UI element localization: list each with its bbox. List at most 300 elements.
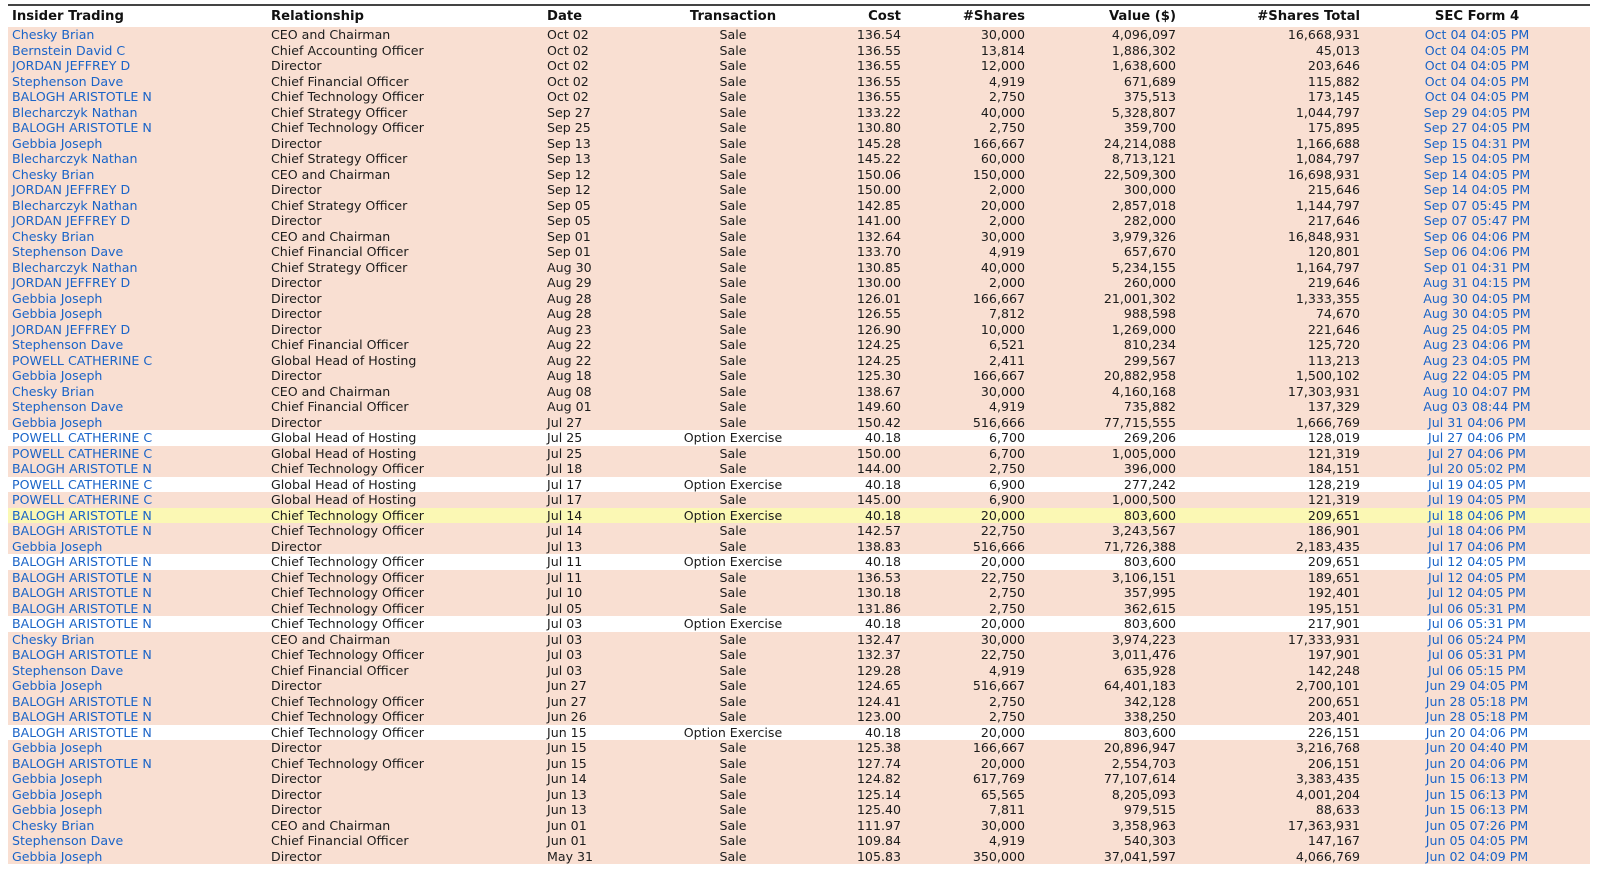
sec-form-cell: [1364, 446, 1590, 462]
date-cell: Aug 08: [543, 384, 648, 400]
insider-name-link[interactable]: Gebbia Joseph: [12, 135, 103, 151]
insider-name-link[interactable]: POWELL CATHERINE C: [12, 352, 153, 368]
insider-name-cell: [8, 353, 267, 369]
value-cell: 735,882: [1029, 399, 1180, 415]
sec-form-link[interactable]: Aug 03 08:44 PM: [1423, 399, 1531, 414]
relationship-cell: Global Head of Hosting: [267, 446, 543, 462]
sec-form-link[interactable]: Jun 20 04:06 PM: [1425, 724, 1529, 740]
sec-form-cell: [1364, 244, 1590, 260]
relationship-cell: Chief Technology Officer: [267, 616, 543, 632]
table-row[interactable]: [8, 461, 1590, 477]
sec-form-link[interactable]: Jul 06 05:31 PM: [1428, 647, 1526, 662]
transaction-cell: Sale: [648, 756, 818, 772]
shares-total-cell: 16,848,931: [1180, 229, 1364, 245]
cost-cell: 141.00: [818, 213, 905, 229]
sec-form-link[interactable]: Sep 06 04:06 PM: [1423, 228, 1531, 244]
insider-name-link[interactable]: Gebbia Joseph: [12, 848, 103, 864]
sec-form-link[interactable]: Oct 04 04:05 PM: [1424, 89, 1530, 104]
sec-form-link[interactable]: Jun 15 06:13 PM: [1425, 771, 1529, 786]
insider-name-link[interactable]: Stephenson Dave: [12, 833, 124, 848]
insider-name-link[interactable]: BALOGH ARISTOTLE N: [12, 507, 152, 523]
table-row[interactable]: [8, 430, 1590, 446]
shares-total-cell: 1,164,797: [1180, 260, 1364, 276]
sec-form-link[interactable]: Jun 05 07:26 PM: [1425, 817, 1529, 833]
sec-form-cell: [1364, 678, 1590, 694]
cost-cell: 136.54: [818, 27, 905, 43]
insider-name-link[interactable]: Chesky Brian: [12, 27, 95, 42]
insider-name-link[interactable]: POWELL CATHERINE C: [12, 430, 153, 445]
insider-name-cell: [8, 384, 267, 400]
insider-name-link[interactable]: Blecharczyk Nathan: [12, 259, 138, 275]
table-row[interactable]: [8, 818, 1590, 834]
sec-form-link[interactable]: Sep 07 05:47 PM: [1423, 213, 1531, 228]
table-row[interactable]: [8, 229, 1590, 245]
sec-form-cell: [1364, 136, 1590, 152]
date-cell: Jul 17: [543, 477, 648, 493]
sec-form-link[interactable]: Jun 02 04:09 PM: [1425, 848, 1529, 864]
col-header-shares[interactable]: #Shares: [905, 5, 1029, 27]
table-row[interactable]: [8, 198, 1590, 214]
insider-name-cell: [8, 663, 267, 679]
sec-form-cell: [1364, 260, 1590, 276]
insider-name-link[interactable]: JORDAN JEFFREY D: [12, 275, 131, 290]
shares-cell: 30,000: [905, 384, 1029, 400]
sec-form-link[interactable]: Sep 07 05:45 PM: [1423, 197, 1531, 213]
sec-form-link[interactable]: Jun 20 04:40 PM: [1425, 740, 1529, 755]
insider-name-link[interactable]: Bernstein David C: [12, 42, 126, 58]
insider-name-link[interactable]: Stephenson Dave: [12, 399, 124, 414]
table-row[interactable]: [8, 120, 1590, 136]
value-cell: 338,250: [1029, 709, 1180, 725]
sec-form-link[interactable]: Jun 15 06:13 PM: [1425, 786, 1529, 802]
cost-cell: 125.30: [818, 368, 905, 384]
table-row[interactable]: [8, 508, 1590, 524]
sec-form-link[interactable]: Aug 23 04:05 PM: [1423, 352, 1531, 368]
table-row[interactable]: [8, 58, 1590, 74]
sec-form-link[interactable]: Jul 19 04:05 PM: [1428, 476, 1526, 492]
table-row[interactable]: [8, 632, 1590, 648]
value-cell: 22,509,300: [1029, 167, 1180, 183]
sec-form-link[interactable]: Jul 19 04:05 PM: [1428, 492, 1526, 507]
date-cell: Jul 03: [543, 647, 648, 663]
insider-name-link[interactable]: JORDAN JEFFREY D: [12, 58, 131, 73]
col-header-value[interactable]: Value ($): [1029, 5, 1180, 27]
insider-name-link[interactable]: Gebbia Joseph: [12, 802, 103, 817]
cost-cell: 149.60: [818, 399, 905, 415]
table-row[interactable]: [8, 182, 1590, 198]
col-header-cost[interactable]: Cost: [818, 5, 905, 27]
sec-form-link[interactable]: Jul 31 04:06 PM: [1428, 414, 1526, 430]
insider-name-link[interactable]: Chesky Brian: [12, 817, 95, 833]
table-row[interactable]: [8, 554, 1590, 570]
col-header-relationship[interactable]: Relationship: [267, 5, 543, 27]
table-row[interactable]: [8, 306, 1590, 322]
shares-cell: 516,667: [905, 678, 1029, 694]
sec-form-link[interactable]: Jul 12 04:05 PM: [1428, 569, 1526, 585]
table-row[interactable]: [8, 446, 1590, 462]
shares-total-cell: 4,066,769: [1180, 849, 1364, 865]
sec-form-link[interactable]: Sep 29 04:05 PM: [1423, 104, 1531, 120]
date-cell: Jul 11: [543, 554, 648, 570]
shares-cell: 2,750: [905, 89, 1029, 105]
sec-form-link[interactable]: Aug 22 04:05 PM: [1423, 368, 1531, 383]
insider-name-link[interactable]: POWELL CATHERINE C: [12, 492, 153, 507]
insider-name-cell: [8, 337, 267, 353]
sec-form-link[interactable]: Sep 06 04:06 PM: [1423, 244, 1531, 259]
relationship-cell: Director: [267, 415, 543, 431]
value-cell: 2,857,018: [1029, 198, 1180, 214]
value-cell: 2,554,703: [1029, 756, 1180, 772]
insider-name-link[interactable]: BALOGH ARISTOTLE N: [12, 600, 152, 616]
sec-form-link[interactable]: Sep 27 04:05 PM: [1423, 120, 1531, 135]
cost-cell: 133.22: [818, 105, 905, 121]
insider-name-link[interactable]: Chesky Brian: [12, 166, 95, 182]
transaction-cell: Sale: [648, 105, 818, 121]
insider-name-link[interactable]: Blecharczyk Nathan: [12, 197, 138, 213]
sec-form-cell: [1364, 27, 1590, 43]
table-row[interactable]: [8, 771, 1590, 787]
col-header-insider[interactable]: Insider Trading: [8, 5, 267, 27]
sec-form-link[interactable]: Jun 29 04:05 PM: [1425, 678, 1529, 693]
insider-name-cell: [8, 709, 267, 725]
table-row[interactable]: [8, 415, 1590, 431]
insider-name-link[interactable]: Chesky Brian: [12, 383, 95, 399]
shares-total-cell: 147,167: [1180, 833, 1364, 849]
sec-form-link[interactable]: Oct 04 04:05 PM: [1424, 58, 1530, 73]
insider-name-link[interactable]: BALOGH ARISTOTLE N: [12, 647, 152, 662]
shares-cell: 516,666: [905, 415, 1029, 431]
shares-total-cell: 2,183,435: [1180, 539, 1364, 555]
cost-cell: 124.25: [818, 353, 905, 369]
insider-name-link[interactable]: BALOGH ARISTOTLE N: [12, 709, 152, 724]
shares-cell: 2,750: [905, 694, 1029, 710]
shares-cell: 4,919: [905, 244, 1029, 260]
sec-form-link[interactable]: Jul 27 04:06 PM: [1428, 430, 1526, 445]
insider-name-link[interactable]: Chesky Brian: [12, 228, 95, 244]
transaction-cell: Sale: [648, 647, 818, 663]
sec-form-link[interactable]: Oct 04 04:05 PM: [1424, 27, 1530, 42]
col-header-transaction[interactable]: Transaction: [648, 5, 818, 27]
table-row[interactable]: [8, 601, 1590, 617]
table-row[interactable]: [8, 833, 1590, 849]
insider-name-cell: [8, 446, 267, 462]
insider-name-link[interactable]: Gebbia Joseph: [12, 678, 103, 693]
insider-name-link[interactable]: Gebbia Joseph: [12, 414, 103, 430]
transaction-cell: Sale: [648, 74, 818, 90]
insider-name-link[interactable]: Gebbia Joseph: [12, 771, 103, 786]
insider-name-link[interactable]: Blecharczyk Nathan: [12, 104, 138, 120]
insider-name-link[interactable]: BALOGH ARISTOTLE N: [12, 89, 152, 104]
sec-form-link[interactable]: Sep 15 04:31 PM: [1423, 135, 1531, 151]
sec-form-cell: [1364, 694, 1590, 710]
transaction-cell: Sale: [648, 120, 818, 136]
cost-cell: 136.55: [818, 43, 905, 59]
transaction-cell: Sale: [648, 43, 818, 59]
insider-name-link[interactable]: BALOGH ARISTOTLE N: [12, 693, 152, 709]
value-cell: 20,882,958: [1029, 368, 1180, 384]
sec-form-cell: [1364, 647, 1590, 663]
shares-cell: 20,000: [905, 554, 1029, 570]
sec-form-link[interactable]: Jun 28 05:18 PM: [1425, 693, 1529, 709]
date-cell: Jun 27: [543, 694, 648, 710]
relationship-cell: Director: [267, 368, 543, 384]
relationship-cell: Chief Financial Officer: [267, 74, 543, 90]
insider-name-link[interactable]: BALOGH ARISTOTLE N: [12, 724, 152, 740]
shares-cell: 2,000: [905, 213, 1029, 229]
insider-name-link[interactable]: Stephenson Dave: [12, 73, 124, 89]
insider-name-link[interactable]: BALOGH ARISTOTLE N: [12, 461, 152, 476]
date-cell: Sep 01: [543, 229, 648, 245]
transaction-cell: Sale: [648, 446, 818, 462]
relationship-cell: Chief Technology Officer: [267, 709, 543, 725]
shares-cell: 30,000: [905, 27, 1029, 43]
table-row[interactable]: [8, 802, 1590, 818]
table-row[interactable]: [8, 43, 1590, 59]
table-row[interactable]: [8, 477, 1590, 493]
table-row[interactable]: [8, 678, 1590, 694]
sec-form-cell: [1364, 43, 1590, 59]
sec-form-link[interactable]: Aug 31 04:15 PM: [1423, 275, 1531, 290]
table-row[interactable]: [8, 105, 1590, 121]
relationship-cell: Chief Technology Officer: [267, 461, 543, 477]
insider-name-link[interactable]: BALOGH ARISTOTLE N: [12, 523, 152, 538]
insider-name-cell: [8, 787, 267, 803]
table-row[interactable]: [8, 291, 1590, 307]
insider-name-link[interactable]: BALOGH ARISTOTLE N: [12, 554, 152, 569]
insider-name-cell: [8, 198, 267, 214]
transaction-cell: Sale: [648, 740, 818, 756]
relationship-cell: Global Head of Hosting: [267, 492, 543, 508]
table-row[interactable]: [8, 709, 1590, 725]
sec-form-link[interactable]: Aug 30 04:05 PM: [1423, 290, 1531, 306]
shares-total-cell: 128,219: [1180, 477, 1364, 493]
sec-form-link[interactable]: Oct 04 04:05 PM: [1424, 42, 1530, 58]
table-row[interactable]: [8, 399, 1590, 415]
sec-form-link[interactable]: Jul 12 04:05 PM: [1428, 585, 1526, 600]
col-header-shares-total[interactable]: #Shares Total: [1180, 5, 1364, 27]
sec-form-link[interactable]: Aug 23 04:06 PM: [1423, 337, 1531, 352]
date-cell: Aug 28: [543, 291, 648, 307]
insider-name-link[interactable]: Gebbia Joseph: [12, 538, 103, 554]
sec-form-link[interactable]: Jul 06 05:31 PM: [1428, 600, 1526, 616]
insider-name-link[interactable]: Gebbia Joseph: [12, 306, 103, 321]
sec-form-link[interactable]: Jul 18 04:06 PM: [1428, 523, 1526, 538]
sec-form-link[interactable]: Jul 12 04:05 PM: [1428, 554, 1526, 569]
transaction-cell: Sale: [648, 771, 818, 787]
insider-name-link[interactable]: Gebbia Joseph: [12, 290, 103, 306]
shares-total-cell: 1,333,355: [1180, 291, 1364, 307]
table-row[interactable]: [8, 539, 1590, 555]
sec-form-cell: [1364, 771, 1590, 787]
table-row[interactable]: [8, 322, 1590, 338]
transaction-cell: Sale: [648, 244, 818, 260]
insider-name-link[interactable]: Gebbia Joseph: [12, 786, 103, 802]
sec-form-link[interactable]: Jul 17 04:06 PM: [1428, 538, 1526, 554]
transaction-cell: Sale: [648, 229, 818, 245]
transaction-cell: Sale: [648, 213, 818, 229]
value-cell: 359,700: [1029, 120, 1180, 136]
table-row[interactable]: [8, 151, 1590, 167]
sec-form-link[interactable]: Jul 20 05:02 PM: [1428, 461, 1526, 476]
insider-name-link[interactable]: Gebbia Joseph: [12, 368, 103, 383]
shares-cell: 150,000: [905, 167, 1029, 183]
transaction-cell: Sale: [648, 291, 818, 307]
insider-name-cell: [8, 120, 267, 136]
cost-cell: 130.85: [818, 260, 905, 276]
table-row[interactable]: [8, 337, 1590, 353]
sec-form-cell: [1364, 306, 1590, 322]
table-row[interactable]: [8, 725, 1590, 741]
table-row[interactable]: [8, 787, 1590, 803]
table-row[interactable]: [8, 585, 1590, 601]
table-row[interactable]: [8, 368, 1590, 384]
table-row[interactable]: [8, 756, 1590, 772]
insider-name-link[interactable]: JORDAN JEFFREY D: [12, 213, 131, 228]
sec-form-link[interactable]: Sep 14 04:05 PM: [1423, 166, 1531, 182]
shares-total-cell: 121,319: [1180, 446, 1364, 462]
shares-cell: 6,700: [905, 446, 1029, 462]
table-row[interactable]: [8, 213, 1590, 229]
insider-name-link[interactable]: Stephenson Dave: [12, 244, 124, 259]
table-row[interactable]: [8, 244, 1590, 260]
insider-name-link[interactable]: JORDAN JEFFREY D: [12, 321, 131, 337]
table-row[interactable]: [8, 694, 1590, 710]
shares-total-cell: 209,651: [1180, 508, 1364, 524]
shares-total-cell: 215,646: [1180, 182, 1364, 198]
shares-cell: 2,750: [905, 120, 1029, 136]
insider-name-link[interactable]: Stephenson Dave: [12, 337, 124, 352]
table-row[interactable]: [8, 275, 1590, 291]
sec-form-link[interactable]: Aug 25 04:05 PM: [1423, 321, 1531, 337]
value-cell: 1,638,600: [1029, 58, 1180, 74]
transaction-cell: Sale: [648, 136, 818, 152]
shares-cell: 2,000: [905, 275, 1029, 291]
insider-name-link[interactable]: JORDAN JEFFREY D: [12, 182, 131, 197]
date-cell: Jul 03: [543, 632, 648, 648]
col-header-date[interactable]: Date: [543, 5, 648, 27]
relationship-cell: Chief Technology Officer: [267, 89, 543, 105]
table-row[interactable]: [8, 260, 1590, 276]
value-cell: 671,689: [1029, 74, 1180, 90]
insider-name-link[interactable]: POWELL CATHERINE C: [12, 445, 153, 461]
relationship-cell: Director: [267, 678, 543, 694]
sec-form-link[interactable]: Aug 30 04:05 PM: [1423, 306, 1531, 321]
table-row[interactable]: [8, 353, 1590, 369]
value-cell: 64,401,183: [1029, 678, 1180, 694]
shares-total-cell: 17,303,931: [1180, 384, 1364, 400]
sec-form-cell: [1364, 384, 1590, 400]
sec-form-link[interactable]: Sep 15 04:05 PM: [1423, 151, 1531, 166]
insider-name-link[interactable]: Gebbia Joseph: [12, 740, 103, 755]
value-cell: 1,005,000: [1029, 446, 1180, 462]
insider-name-cell: [8, 322, 267, 338]
insider-name-cell: [8, 849, 267, 865]
relationship-cell: Chief Technology Officer: [267, 554, 543, 570]
table-row[interactable]: [8, 616, 1590, 632]
sec-form-cell: [1364, 492, 1590, 508]
sec-form-cell: [1364, 58, 1590, 74]
shares-total-cell: 217,646: [1180, 213, 1364, 229]
sec-form-link[interactable]: Jun 28 05:18 PM: [1425, 709, 1529, 724]
insider-name-cell: [8, 523, 267, 539]
date-cell: Jun 15: [543, 756, 648, 772]
shares-total-cell: 142,248: [1180, 663, 1364, 679]
insider-name-link[interactable]: BALOGH ARISTOTLE N: [12, 616, 152, 631]
insider-name-link[interactable]: POWELL CATHERINE C: [12, 476, 153, 492]
transaction-cell: Sale: [648, 539, 818, 555]
sec-form-link[interactable]: Jul 27 04:06 PM: [1428, 445, 1526, 461]
table-row[interactable]: [8, 74, 1590, 90]
cost-cell: 125.14: [818, 787, 905, 803]
sec-form-link[interactable]: Oct 04 04:05 PM: [1424, 73, 1530, 89]
table-row[interactable]: [8, 89, 1590, 105]
table-row[interactable]: [8, 384, 1590, 400]
value-cell: 277,242: [1029, 477, 1180, 493]
col-header-sec-form[interactable]: SEC Form 4: [1364, 5, 1590, 27]
transaction-cell: Option Exercise: [648, 430, 818, 446]
cost-cell: 150.42: [818, 415, 905, 431]
shares-total-cell: 125,720: [1180, 337, 1364, 353]
insider-name-link[interactable]: BALOGH ARISTOTLE N: [12, 569, 152, 585]
table-row[interactable]: [8, 136, 1590, 152]
sec-form-cell: [1364, 368, 1590, 384]
table-row[interactable]: [8, 492, 1590, 508]
transaction-cell: Option Exercise: [648, 725, 818, 741]
sec-form-link[interactable]: Jul 06 05:24 PM: [1428, 631, 1526, 647]
shares-cell: 4,919: [905, 399, 1029, 415]
insider-name-link[interactable]: Chesky Brian: [12, 631, 95, 647]
value-cell: 357,995: [1029, 585, 1180, 601]
sec-form-link[interactable]: Aug 10 04:07 PM: [1423, 383, 1531, 399]
cost-cell: 132.47: [818, 632, 905, 648]
sec-form-link[interactable]: Jun 05 04:05 PM: [1425, 833, 1529, 848]
cost-cell: 40.18: [818, 725, 905, 741]
table-row[interactable]: [8, 647, 1590, 663]
sec-form-link[interactable]: Jul 18 04:06 PM: [1428, 507, 1526, 523]
transaction-cell: Sale: [648, 461, 818, 477]
insider-name-link[interactable]: BALOGH ARISTOTLE N: [12, 585, 152, 600]
table-row[interactable]: [8, 570, 1590, 586]
relationship-cell: Director: [267, 306, 543, 322]
sec-form-link[interactable]: Jun 20 04:06 PM: [1425, 755, 1529, 771]
sec-form-link[interactable]: Sep 14 04:05 PM: [1423, 182, 1531, 197]
insider-name-link[interactable]: Stephenson Dave: [12, 662, 124, 678]
sec-form-link[interactable]: Jun 15 06:13 PM: [1425, 802, 1529, 817]
insider-name-link[interactable]: BALOGH ARISTOTLE N: [12, 755, 152, 771]
insider-name-cell: [8, 74, 267, 90]
sec-form-link[interactable]: Jul 06 05:31 PM: [1428, 616, 1526, 631]
table-row[interactable]: [8, 740, 1590, 756]
sec-form-link[interactable]: Jul 06 05:15 PM: [1428, 662, 1526, 678]
value-cell: 1,886,302: [1029, 43, 1180, 59]
table-row[interactable]: [8, 523, 1590, 539]
table-row[interactable]: [8, 27, 1590, 43]
table-header-row: [8, 5, 1590, 27]
relationship-cell: Director: [267, 322, 543, 338]
date-cell: Sep 27: [543, 105, 648, 121]
table-row[interactable]: [8, 663, 1590, 679]
shares-cell: 166,667: [905, 368, 1029, 384]
insider-name-link[interactable]: Blecharczyk Nathan: [12, 151, 138, 166]
date-cell: Aug 29: [543, 275, 648, 291]
shares-total-cell: 203,646: [1180, 58, 1364, 74]
table-row[interactable]: [8, 167, 1590, 183]
relationship-cell: Chief Financial Officer: [267, 244, 543, 260]
table-row[interactable]: [8, 849, 1590, 865]
table-body: [8, 27, 1590, 864]
sec-form-link[interactable]: Sep 01 04:31 PM: [1423, 259, 1531, 275]
insider-name-link[interactable]: BALOGH ARISTOTLE N: [12, 120, 152, 135]
